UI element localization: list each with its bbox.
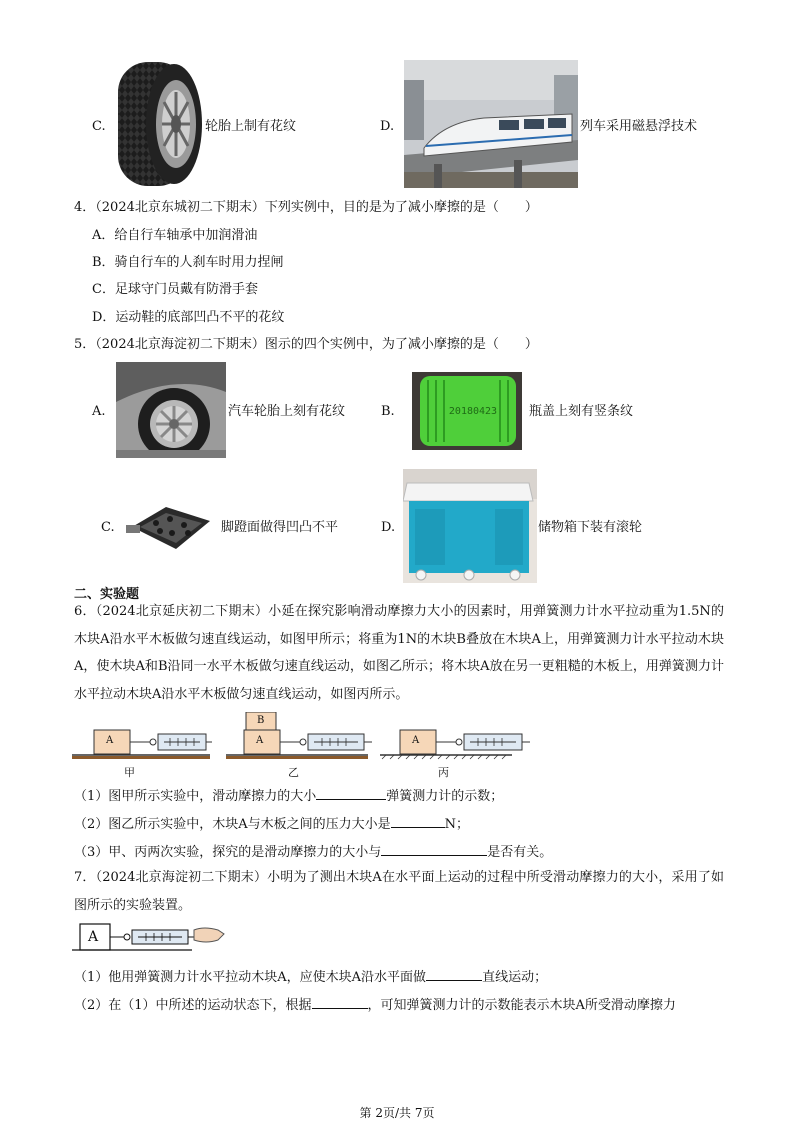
q6-sub1: （1）图甲所示实验中，滑动摩擦力的大小 弹簧测力计的示数； (74, 789, 504, 804)
q5-option-a-text: 汽车轮胎上刻有花纹 (228, 404, 346, 419)
fig-label-jia: 甲 (124, 766, 135, 779)
q5-option-d-text: 储物箱下装有滚轮 (538, 520, 643, 535)
page-number: 第 2页/共 7页 (359, 1106, 435, 1120)
car-tire-image (116, 362, 226, 458)
q5-stem: 5．（2024北京海淀初二下期末）图示的四个实例中，为了减小摩擦的是（ ） (74, 337, 538, 352)
q5-option-a-letter: A. (92, 404, 106, 419)
q4-option-b: B．骑自行车的人刹车时用力捏闸 (92, 255, 284, 270)
q5-option-c-letter: C. (101, 520, 115, 535)
q7-sub2: （2）在（1）中所述的运动状态下，根据 ，可知弹簧测力计的示数能表示木块A所受滑动摩擦力 (74, 998, 676, 1013)
q3-option-d-text: 列车采用磁悬浮技术 (580, 119, 698, 134)
q6-sub3-blank[interactable] (381, 843, 487, 856)
q6-sub2-blank[interactable] (391, 815, 445, 828)
q6-sub3: （3）甲、丙两次实验，探究的是滑动摩擦力的大小与 是否有关。 (74, 845, 553, 860)
q6-stem: 6．（2024北京延庆初二下期末）小延在探究影响滑动摩擦力大小的因素时，用弹簧测力计水平拉动重为1.5N的木块A沿水平木板做匀速直线运动，如图甲所示；将重为1N的木块B叠放在木块A上，用弹簧测力计水平拉动木块A，使木块A和B沿同一水平木板做匀速直线运动，如图乙所示；将木块A放在另一更粗糙的木板上，用弹簧测力计水平拉动木块A沿水平木板做匀速直线运动，如图丙所示。 (74, 604, 724, 702)
q7-block-a: A (88, 929, 99, 945)
q6-sub1-blank[interactable] (316, 787, 386, 800)
bottle-cap-image (412, 372, 522, 450)
q6-sub2: （2）图乙所示实验中，木块A与木板之间的压力大小是 N； (74, 817, 470, 832)
fig-label-bing: 丙 (438, 766, 449, 779)
q4-option-d: D．运动鞋的底部凹凸不平的花纹 (92, 310, 285, 325)
bottle-cap-print: 20180423 (448, 406, 498, 417)
section-heading: 二、实验题 (74, 587, 140, 602)
maglev-train-image (404, 60, 578, 188)
q3-option-c-letter: C. (92, 119, 106, 134)
q5-option-d-letter: D. (381, 520, 396, 535)
q7-sub2-blank[interactable] (312, 996, 368, 1009)
q6-figure (72, 712, 532, 782)
fig-block-b: B (257, 715, 265, 726)
q7-sub1: （1）他用弹簧测力计水平拉动木块A，应使木块A沿水平面做 直线运动； (74, 970, 548, 985)
q7-stem: 7．（2024北京海淀初二下期末）小明为了测出木块A在水平面上运动的过程中所受滑动摩擦力的大小，采用了如图所示的实验装置。 (74, 870, 724, 913)
q5-option-c-text: 脚蹬面做得凹凸不平 (221, 520, 339, 535)
fig-block-a-2: A (256, 735, 264, 746)
q7-sub1-blank[interactable] (426, 968, 482, 981)
q3-option-d-letter: D. (380, 119, 395, 134)
q3-option-c-text: 轮胎上制有花纹 (205, 119, 297, 134)
fig-block-a-3: A (412, 735, 420, 746)
q4-option-c: C．足球守门员戴有防滑手套 (92, 282, 258, 297)
bicycle-pedal-image (126, 497, 214, 561)
fig-block-a-1: A (106, 735, 114, 746)
tire-image (116, 58, 204, 190)
q4-stem: 4．（2024北京东城初二下期末）下列实例中，目的是为了减小摩擦的是（ ） (74, 200, 538, 215)
fig-label-yi: 乙 (288, 766, 299, 779)
q5-option-b-letter: B. (381, 404, 395, 419)
storage-box-image (403, 469, 537, 583)
q4-option-a: A．给自行车轴承中加润滑油 (92, 228, 258, 243)
q5-option-b-text: 瓶盖上刻有竖条纹 (529, 404, 634, 419)
